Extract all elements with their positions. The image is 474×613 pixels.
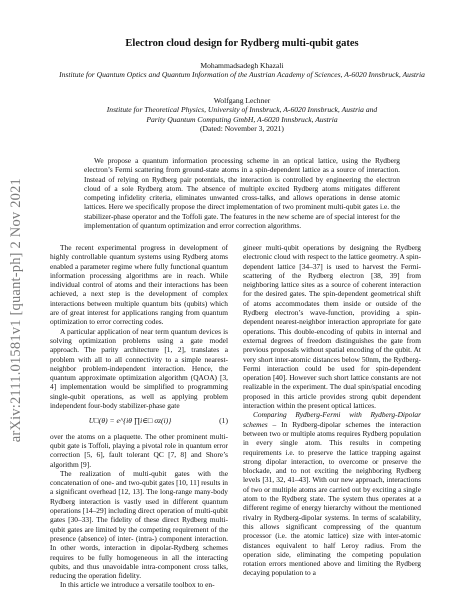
- paragraph-body: – In Rydberg-dipolar schemes the interaction between two or multiple atoms requires Rydberg population in every single atom. This results in competing requirements i.e. to preserve the lattice trapping against strong dipolar interaction, to overcome or preserve the blockade, and to not exciting the neighboring Rydberg levels [31, 32, 41–43]. With our new approach, interactions of two or multiple atoms are carried out by exciting a single atom to the Rydberg state. The system thus operates at a different regime of energy hierarchy without the mentioned rivalry in Rydberg-dipolar systems. In terms of scalability, this allows significant compressing of the quantum processor (i.e. the atomic lattice) size with inter-atomic distances equivalent to half Leroy radius. From the operation side, eliminating the competing population rotation errors mentioned above and limiting the Rydberg decaying population to a: [243, 419, 421, 578]
- paragraph-heading: Comparing Rydberg-Fermi with Rydberg-Dipolar schemes: [243, 410, 421, 429]
- equation-number: (1): [219, 416, 228, 426]
- abstract-text: We propose a quantum information processing scheme in an optical lattice, using the Rydberg electron’s Fermi scattering from ground-state atoms in a spin-dependent lattice as a source of interaction. Instead of relying on Rydberg pair potentials, the interaction is controlled by engineering the electron cloud of a sole Rydberg atom. The absence of multiple excited Rydberg atoms mitigates different competing infidelity criteria, eliminates unwanted cross-talks, and allows operations in dense atomic lattices. Here we specifically propose the direct implementation of two prominent multi-qubit gates i.e. the stabilizer-phase operator and the Toffoli gate. The features in the new scheme are of special interest for the implementation of quantum optimization and error correction algorithms.: [84, 156, 400, 230]
- arxiv-stamp-text: arXiv:2111.01581v1 [quant-ph] 2 Nov 2021: [7, 177, 24, 443]
- paragraph: A particular application of near term quantum devices is solving optimization problems using a gate model approach. The parity architecture [1, 2], translates a problem with all to all connectivity to a simple nearest-neighbor problem-independent interaction. Hence, the quantum approximate optimization algorithm (QAOA) [3, 4] implementation would be simplified to programming single-qubit operations, as well as applying problem independent four-body stabilizer-phase gate: [50, 326, 228, 411]
- paragraph: The recent experimental progress in development of highly controllable quantum systems using Rydberg atoms enabled a parameter regime where fully functional quantum information processing algorithms are in reach. While individual control of atoms and their interactions has been achieved, a next step is the development of complex interactions between multiple quantum bits (qubits) which are of great interest for applications ranging from quantum optimization to error correcting codes.: [50, 243, 228, 327]
- paragraph: [243, 410, 421, 577]
- left-column: [50, 243, 228, 590]
- author-affiliation: Institute for Quantum Optics and Quantum Information of the Austrian Academy of Sciences, A-6020 Innsbruck, Austria: [59, 70, 425, 80]
- equation-1: [50, 416, 228, 425]
- right-column: [243, 243, 421, 578]
- author-block-1: [40, 61, 444, 80]
- paper-title: Electron cloud design for Rydberg multi-qubit gates: [125, 38, 359, 49]
- author-name: Wolfgang Lechner: [213, 96, 271, 105]
- author-affiliation: Parity Quantum Computing GmbH, A-6020 Innsbruck, Austria: [146, 114, 338, 124]
- paragraph: gineer multi-qubit operations by designing the Rydberg electronic cloud with respect to the lattice geometry. A spin-dependent lattice [34–37] is used to harvest the Fermi-scattering of the Rydberg electron [38, 39] from neighboring lattice sites as a source of coherent interaction for the desired gates. The spin-dependent geometrical shift of atoms accommodates them inside or outside of the Rydberg electron’s wave-function, providing a spin-dependent nearest-neighbor interaction appropriate for gate operations. This double-encoding of qubits in internal and external degrees of freedom distinguishes the gate from previous proposals without spatial encoding of the qubit. At very short inter-atomic distances below 50nm, the Rydberg-Fermi interaction could be used for spin-dependent operation [40]. However such short lattice constants are not realizable in the experiment. The dual spin/spatial encoding proposed in this article provides strong qubit dependent interaction within the present optical lattices.: [243, 243, 421, 411]
- paragraph: In this article we introduce a versatile toolbox to en-: [60, 580, 215, 590]
- author-name: Mohammadsadegh Khazali: [200, 61, 284, 70]
- abstract: [84, 156, 400, 230]
- paragraph: The realization of multi-qubit gates with the concatenation of one- and two-qubit gates [10, 11] results in a significant overhead [12, 13]. The long-range many-body Rydberg interaction is vastly used in different quantum operations [14–29] including direct operation of multi-qubit gates [30–33]. The fidelity of these direct Rydberg multi-qubit gates are limited by the competing requirement of the presence (absence) of inter- (intra-) component interaction. In other words, interaction in dipolar-Rydberg schemes requires to be fully homogeneous in all the interacting qubits, and thus unavoidable intra-component cross talks, reducing the operation fidelity.: [50, 468, 228, 581]
- date-line: (Dated: November 3, 2021): [200, 124, 284, 134]
- author-affiliation: Institute for Theoretical Physics, University of Innsbruck, A-6020 Innsbruck, Austria and: [106, 105, 378, 115]
- arxiv-stamp[interactable]: [6, 145, 26, 475]
- paragraph: over the atoms on a plaquette. The other prominent multi-qubit gate is Toffoli, playing a pivotal role in quantum error correction [5, 6], fault tolerant QC [7, 8] and Shore’s algorithm [9].: [50, 431, 228, 469]
- author-block-2: [40, 96, 444, 134]
- equation-formula: U□(θ) = e^{iθ ∏i∈□ σz(i)}: [88, 416, 172, 426]
